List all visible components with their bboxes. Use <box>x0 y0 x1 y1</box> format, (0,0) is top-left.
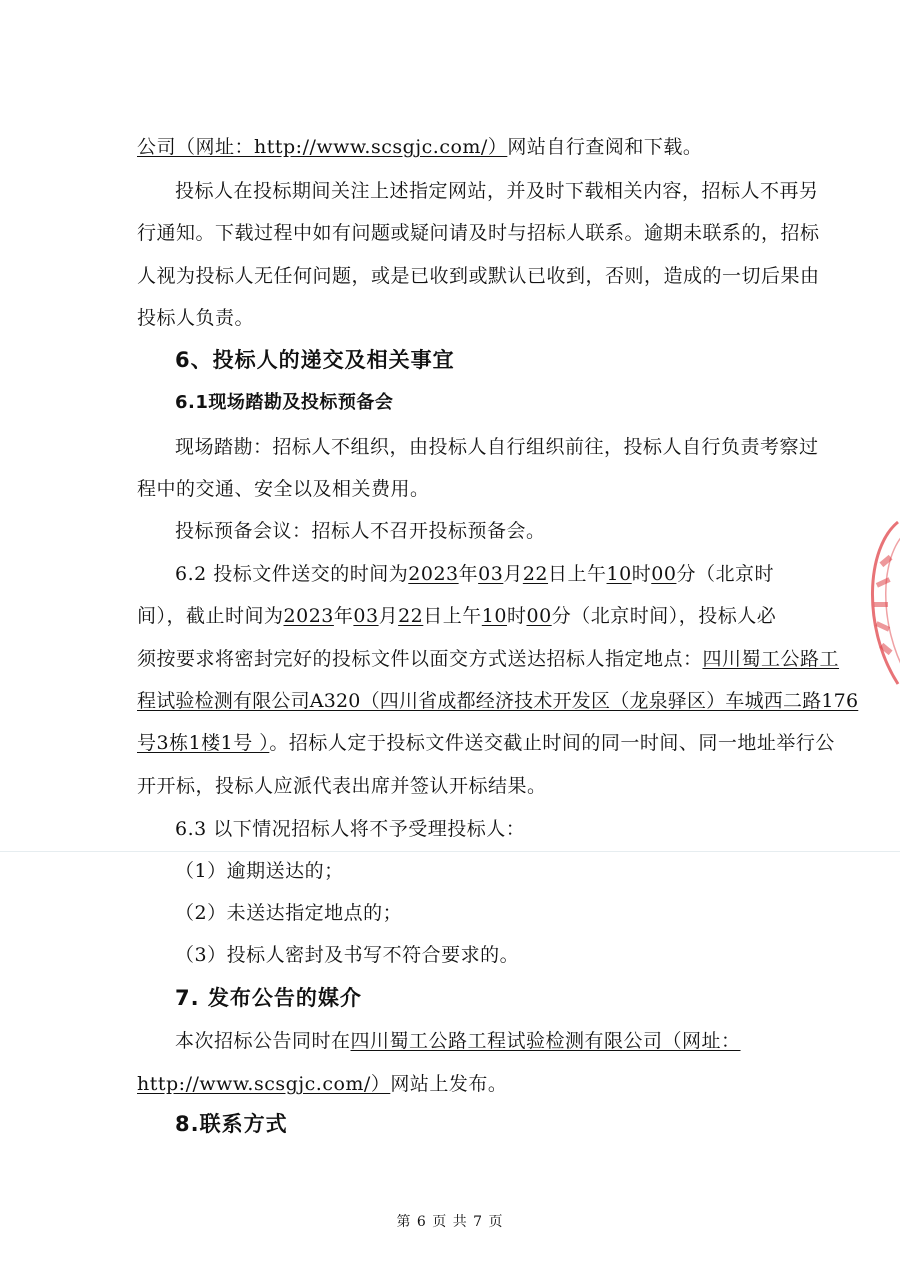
text-segment: 时 <box>631 563 652 585</box>
paragraph-line <box>175 1028 741 1054</box>
section-heading: 8.联系方式 <box>175 1112 288 1136</box>
seal-stamp-icon <box>858 518 900 688</box>
website-link-text[interactable]: 公司（网址：http://www.scsgjc.com/） <box>137 136 508 158</box>
list-item: （2）未送达指定地点的； <box>175 902 403 924</box>
text-segment: 网站上发布。 <box>390 1073 508 1095</box>
paragraph-line <box>137 603 776 629</box>
submit-hour: 10 <box>606 563 632 585</box>
address-text: 四川蜀工公路工 <box>702 648 840 670</box>
submit-minute: 00 <box>651 563 677 585</box>
address-text: 号3栋1楼1号 ） <box>137 732 270 754</box>
text-segment: 本次招标公告同时在 <box>175 1030 351 1052</box>
text-segment: 分（北京时 <box>676 563 774 585</box>
deadline-month: 03 <box>353 605 379 627</box>
address-text: 程试验检测有限公司A320（四川省成都经济技术开发区（龙泉驿区）车城西二路176 <box>137 690 859 712</box>
text-segment: 网站自行查阅和下载。 <box>507 136 703 158</box>
paragraph-line: 现场踏勘：招标人不组织，由投标人自行组织前往，投标人自行负责考察过 <box>175 436 819 458</box>
text-segment: 时 <box>506 605 527 627</box>
list-item: （1）逾期送达的； <box>175 860 344 882</box>
list-item: （3）投标人密封及书写不符合要求的。 <box>175 944 520 966</box>
scan-artifact-line <box>0 851 900 852</box>
submit-day: 22 <box>522 563 549 585</box>
paragraph-line: 人视为投标人无任何问题，或是已收到或默认已收到，否则，造成的一切后果由 <box>137 265 820 287</box>
paragraph-line: 投标人在投标期间关注上述指定网站，并及时下载相关内容，招标人不再另 <box>175 180 819 202</box>
text-segment: 分（北京时间），投标人必 <box>551 605 777 627</box>
paragraph-line <box>175 561 774 587</box>
paragraph-line: 投标人负责。 <box>137 307 255 329</box>
text-segment: 月 <box>378 605 399 627</box>
paragraph-line <box>137 730 835 756</box>
text-segment: 月 <box>503 563 523 585</box>
paragraph-line: 6.3 以下情况招标人将不予受理投标人： <box>175 818 526 840</box>
company-name-text: 四川蜀工公路工程试验检测有限公司（网址： <box>350 1030 741 1052</box>
text-segment: 日上午 <box>548 563 607 585</box>
text-segment: 年 <box>333 605 354 627</box>
paragraph-line <box>137 646 839 672</box>
subsection-heading: 6.1现场踏勘及投标预备会 <box>175 392 394 413</box>
deadline-hour: 10 <box>481 605 507 627</box>
text-segment: 年 <box>458 563 479 585</box>
section-heading: 6、投标人的递交及相关事宜 <box>175 348 455 372</box>
deadline-year: 2023 <box>283 605 334 627</box>
paragraph-line <box>137 134 702 160</box>
submit-month: 03 <box>478 563 504 585</box>
deadline-day: 22 <box>398 605 424 627</box>
submit-year: 2023 <box>408 563 459 585</box>
paragraph-line <box>137 1071 507 1097</box>
page-number: 第 6 页 共 7 页 <box>396 1214 504 1230</box>
deadline-minute: 00 <box>526 605 552 627</box>
text-segment: 。招标人定于投标文件送交截止时间的同一时间、同一地址举行公 <box>269 732 835 754</box>
text-segment: 日上午 <box>423 605 482 627</box>
text-segment: 6.2 投标文件送交的时间为 <box>175 563 409 585</box>
paragraph-line: 行通知。下载过程中如有问题或疑问请及时与招标人联系。逾期未联系的，招标 <box>137 222 820 244</box>
paragraph-line: 程中的交通、安全以及相关费用。 <box>137 478 430 500</box>
paragraph-line: 投标预备会议：招标人不召开投标预备会。 <box>175 520 546 542</box>
text-segment: 须按要求将密封完好的投标文件以面交方式送达招标人指定地点： <box>137 648 703 670</box>
text-segment: 间），截止时间为 <box>137 605 284 627</box>
section-heading: 7. 发布公告的媒介 <box>175 986 362 1010</box>
paragraph-line: 开开标，投标人应派代表出席并签认开标结果。 <box>137 775 547 797</box>
website-link-text[interactable]: http://www.scsgjc.com/） <box>137 1073 391 1095</box>
